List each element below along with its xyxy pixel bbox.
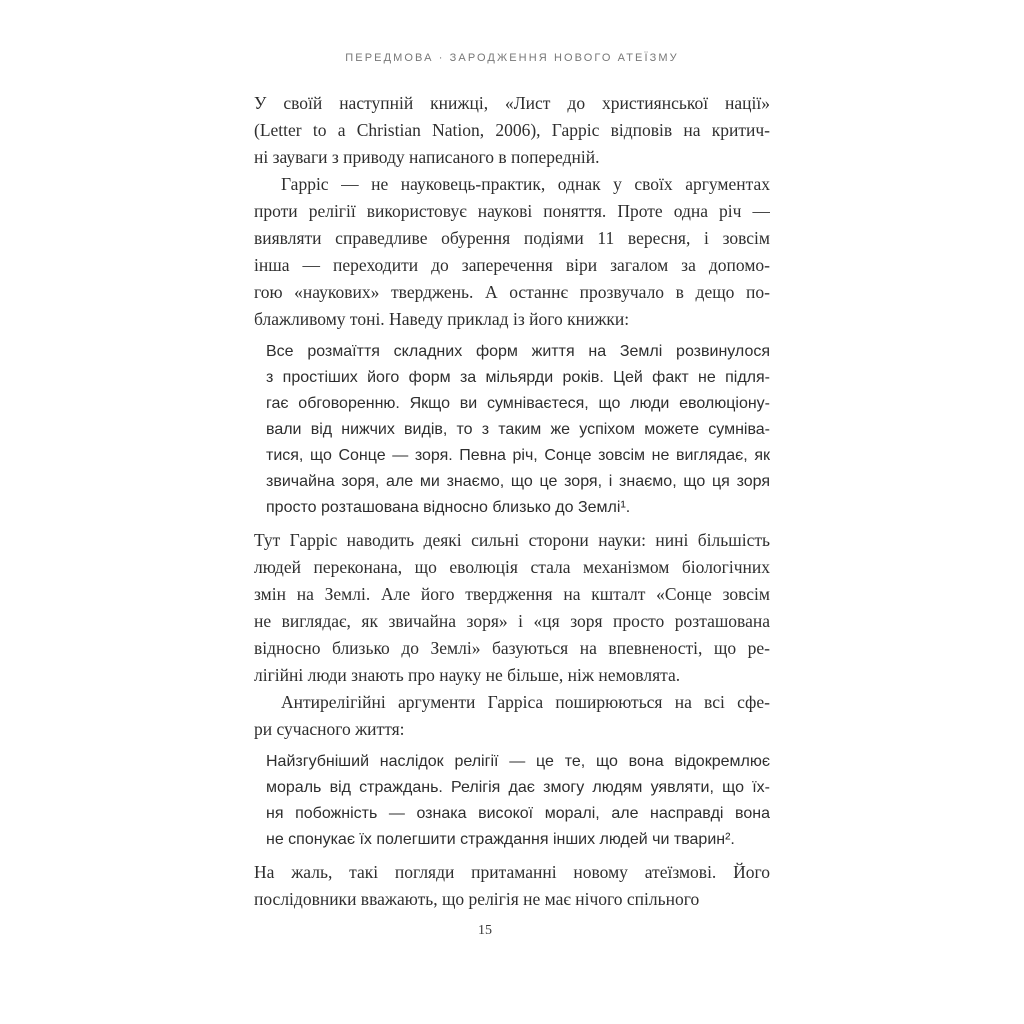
text-line: мораль від страждань. Релігія дає змогу людям уявляти, що їх- (266, 779, 770, 796)
text-line: не спонукає їх полегшити страждання інших людей чи тварин². (266, 831, 735, 848)
text-line: На жаль, такі погляди притаманні новому атеїзмові. Його (254, 862, 770, 882)
body-paragraph (254, 859, 770, 913)
text-line: гає обговоренню. Якщо ви сумніваєтеся, що люди еволюціону- (266, 395, 770, 412)
text-line: вали від нижчих видів, то з таким же успіхом можете сумніва- (266, 421, 770, 438)
text-line: Найзгубніший наслідок релігії — це те, що вона відокремлює (266, 753, 770, 770)
running-header: ПЕРЕДМОВА · ЗАРОДЖЕННЯ НОВОГО АТЕЇЗМУ (345, 52, 679, 64)
text-line: гою «наукових» тверджень. А останнє прозвучало в дещо по- (254, 282, 770, 302)
body-paragraph (254, 90, 770, 171)
text-line: з простіших його форм за мільярди років. Цей факт не підля- (266, 369, 770, 386)
page-content (254, 90, 770, 913)
text-line: проти релігії використовує наукові поняття. Проте одна річ — (254, 201, 770, 221)
page-number: 15 (478, 923, 492, 938)
block-quote (266, 339, 770, 521)
text-line: не виглядає, як звичайна зоря» і «ця зоря просто розташована (254, 611, 770, 631)
block-quote (266, 749, 770, 853)
text-line: У своїй наступній книжці, «Лист до християнської нації» (254, 93, 770, 113)
text-line: ні зауваги з приводу написаного в попередній. (254, 147, 600, 167)
text-line: просто розташована відносно близько до Землі¹. (266, 499, 631, 516)
text-line: інша — переходити до заперечення віри загалом за допомо- (254, 255, 770, 275)
body-paragraph (254, 527, 770, 689)
body-paragraph (254, 689, 770, 743)
text-line: Антирелігійні аргументи Гарріса поширюються на всі сфе- (281, 692, 770, 712)
text-line: ри сучасного життя: (254, 719, 405, 739)
book-page (254, 0, 770, 939)
text-line: виявляти справедливе обурення подіями 11 вересня, і зовсім (254, 228, 770, 248)
text-line: Все розмаїття складних форм життя на Землі розвинулося (266, 343, 770, 360)
text-line: тися, що Сонце — зоря. Певна річ, Сонце зовсім не виглядає, як (266, 447, 770, 464)
text-line: Гарріс — не науковець-практик, однак у своїх аргументах (281, 174, 770, 194)
text-line: блажливому тоні. Наведу приклад із його книжки: (254, 309, 630, 329)
text-line: послідовники вважають, що релігія не має нічого спільного (254, 889, 700, 909)
text-line: змін на Землі. Але його твердження на кшталт «Сонце зовсім (254, 584, 770, 604)
text-line: лігійні люди знають про науку не більше, ніж немовлята. (254, 665, 681, 685)
body-paragraph (254, 171, 770, 333)
text-line: Тут Гарріс наводить деякі сильні сторони науки: нині більшість (254, 530, 770, 550)
text-line: людей переконана, що еволюція стала механізмом біологічних (254, 557, 770, 577)
text-line: ня побожність — ознака високої моралі, але насправді вона (266, 805, 770, 822)
text-line: відносно близько до Землі» базуються на впевненості, що ре- (254, 638, 770, 658)
text-line: (Letter to a Christian Nation, 2006), Гарріс відповів на критич- (254, 120, 770, 140)
text-line: звичайна зоря, але ми знаємо, що це зоря, і знаємо, що ця зоря (266, 473, 770, 490)
